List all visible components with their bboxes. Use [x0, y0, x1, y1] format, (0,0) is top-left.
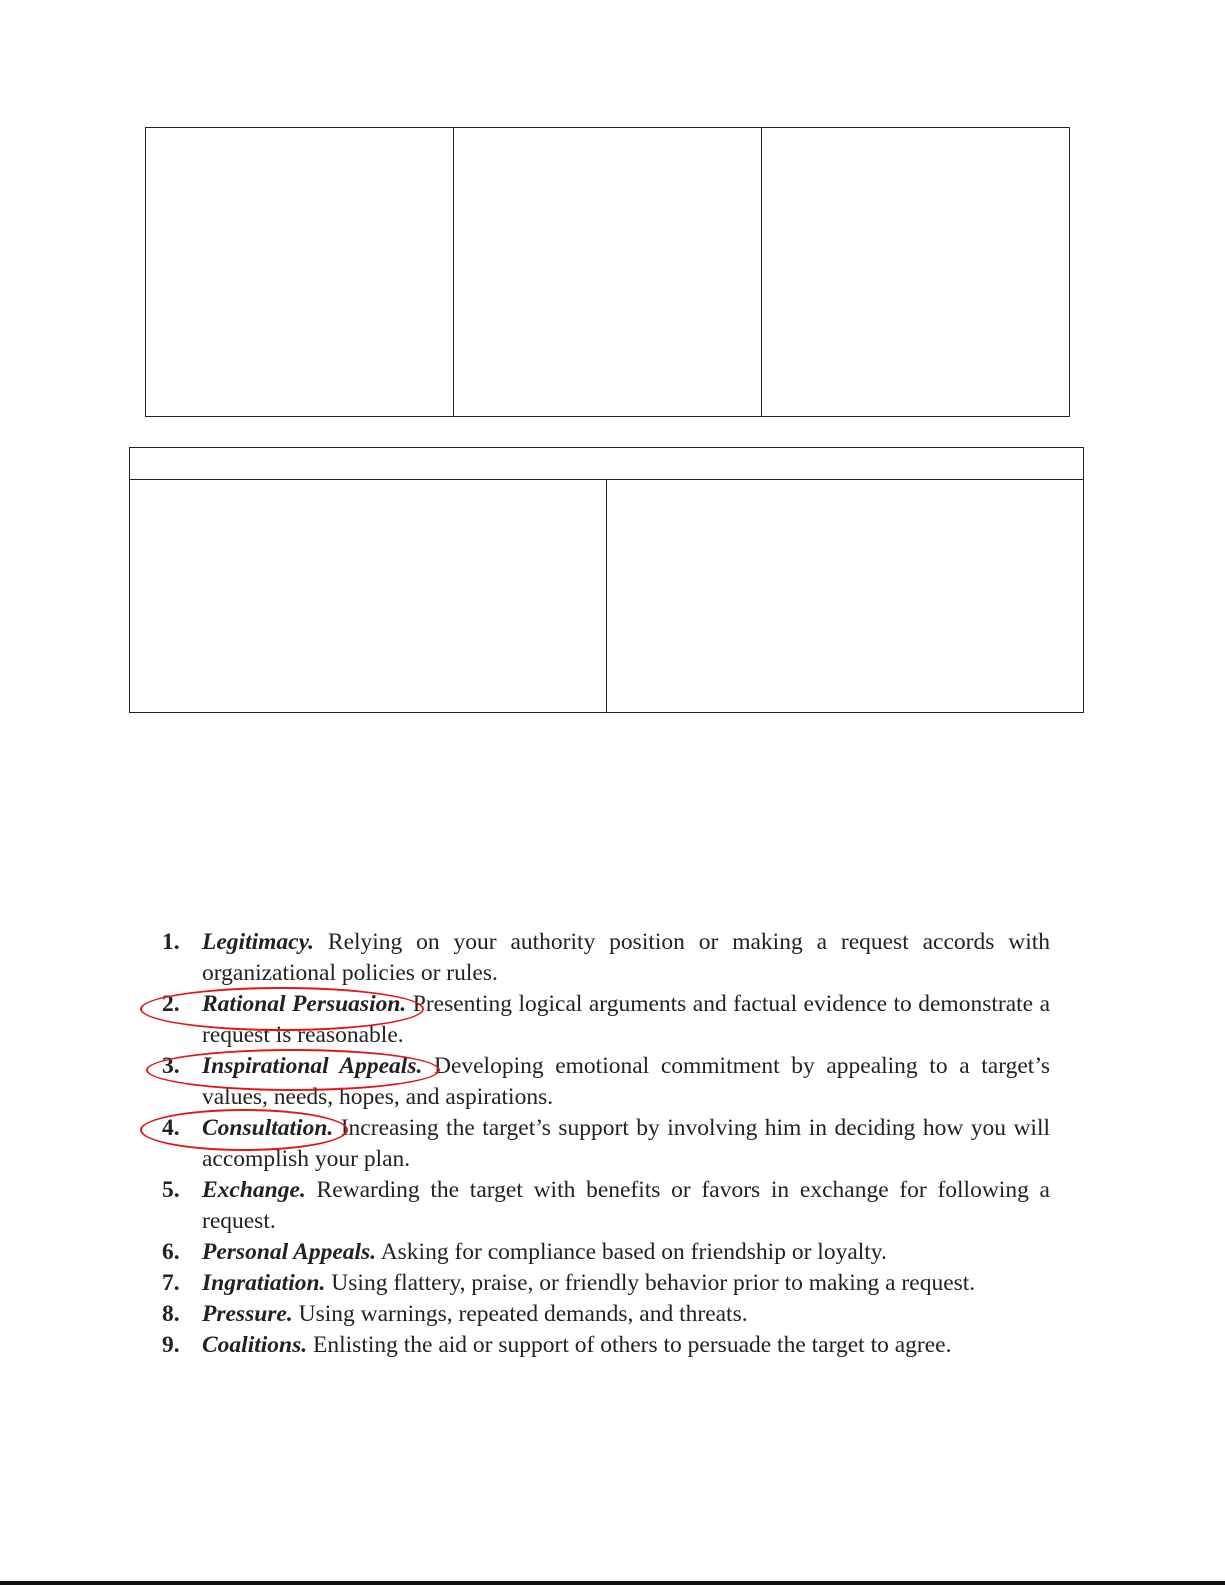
tactic-description: Developing emotional commitment by appealing to a target’s values, needs, hopes, and aspirations.: [202, 1053, 1050, 1110]
list-item: 1. Legitimacy. Relying on your authority position or making a request accords with organizational policies or rules.: [162, 929, 1051, 986]
tactic-term: Inspirational Appeals.: [202, 1053, 423, 1079]
box-column: [454, 128, 762, 416]
list-item: 4. Consultation. Increasing the target’s support by involving him in deciding how you will accomplish your plan.: [162, 1115, 1051, 1172]
empty-two-column-table: [129, 447, 1084, 713]
list-item: 5. Exchange. Rewarding the target with benefits or favors in exchange for following a request.: [162, 1177, 1050, 1234]
tactic-description: Rewarding the target with benefits or favors in exchange for following a request.: [202, 1177, 1050, 1234]
list-item: 2. Rational Persuasion. Presenting logical arguments and factual evidence to demonstrate a request is reasonable.: [162, 991, 1050, 1048]
table-column: [130, 480, 607, 712]
tactic-term: Pressure.: [202, 1301, 293, 1327]
tactic-term: Ingratiation.: [202, 1270, 326, 1296]
tactic-term: Coalitions.: [202, 1332, 308, 1358]
tactic-term: Exchange.: [202, 1177, 306, 1203]
list-item: 9. Coalitions. Enlisting the aid or support of others to persuade the target to agree.: [162, 1332, 952, 1358]
tactic-description: Using flattery, praise, or friendly behavior prior to making a request.: [331, 1270, 976, 1296]
table-header-row: [130, 448, 1083, 480]
page-bottom-border: [0, 1581, 1225, 1585]
list-item: 3. Inspirational Appeals. Developing emotional commitment by appealing to a target’s values, needs, hopes, and aspirations.: [162, 1053, 1050, 1110]
tactic-description: Presenting logical arguments and factual evidence to demonstrate a request is reasonable.: [202, 991, 1050, 1048]
tactic-description: Relying on your authority position or making a request accords with organizational policies or rules.: [202, 929, 1051, 986]
list-item: 6. Personal Appeals. Asking for compliance based on friendship or loyalty.: [162, 1239, 887, 1265]
influence-tactics-list: [162, 927, 1050, 1361]
box-column: [146, 128, 454, 416]
tactic-term: Legitimacy.: [202, 929, 315, 955]
list-item: 8. Pressure. Using warnings, repeated demands, and threats.: [162, 1301, 748, 1327]
box-column: [762, 128, 1069, 416]
tactic-description: Using warnings, repeated demands, and threats.: [298, 1301, 748, 1327]
tactic-term: Consultation.: [202, 1115, 334, 1141]
table-column: [607, 480, 1083, 712]
tactic-description: Increasing the target’s support by involving him in deciding how you will accomplish your plan.: [202, 1115, 1051, 1172]
tactic-description: Asking for compliance based on friendship or loyalty.: [380, 1239, 887, 1265]
list-item: 7. Ingratiation. Using flattery, praise, or friendly behavior prior to making a request.: [162, 1270, 976, 1296]
empty-three-column-box: [145, 127, 1070, 417]
tactic-term: Personal Appeals.: [202, 1239, 377, 1265]
tactic-term: Rational Persuasion.: [202, 991, 407, 1017]
tactic-description: Enlisting the aid or support of others to persuade the target to agree.: [313, 1332, 952, 1358]
